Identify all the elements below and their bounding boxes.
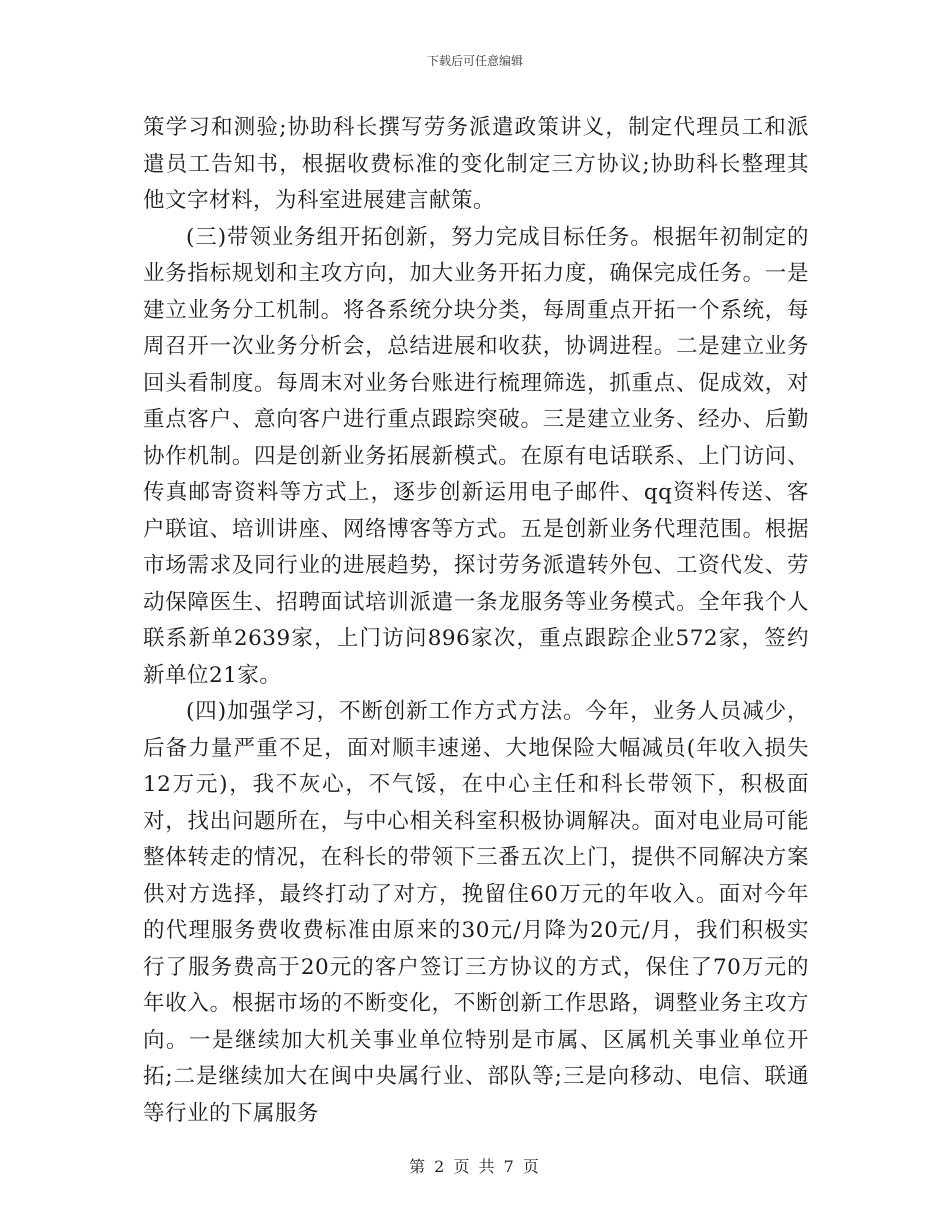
page-header: 下载后可任意编辑 bbox=[426, 54, 523, 68]
paragraph-section-4: (四)加强学习，不断创新工作方式方法。今年，业务人员减少，后备力量严重不足，面对顺丰速递、大地保险大幅减员(年收入损失12万元)，我不灰心，不气馁，在中心主任和科长带领下，积极面对，找出问题所在，与中心相关科室积极协调解决。面对电业局可能整体转走的情况，在科长的带领下三番五次上门，提供不同解决方案供对方选择，最终打动了对方，挽留住60万元的年收入。面对今年的代理服务费收费标准由原来的30元/月降为20元/月，我们积极实行了服务费高于20元的客户签订三方协议的方式，保住了70万元的年收入。根据市场的不断变化，不断创新工作思路，调整业务主攻方向。一是继续加大机关事业单位特别是市属、区属机关事业单位开拓;二是继续加大在闽中央属行业、部队等;三是向移动、电信、联通等行业的下属服务 bbox=[143, 699, 809, 1126]
paragraph-continuation: 策学习和测验;协助科长撰写劳务派遣政策讲义，制定代理员工和派遣员工告知书，根据收费标准的变化制定三方协议;协助科长整理其他文字材料，为科室进展建言献策。 bbox=[143, 115, 809, 213]
page-number: 第 2 页 共 7 页 bbox=[409, 1157, 541, 1176]
paragraph-section-3: (三)带领业务组开拓创新，努力完成目标任务。根据年初制定的业务指标规划和主攻方向，加大业务开拓力度，确保完成任务。一是建立业务分工机制。将各系统分块分类，每周重点开拓一个系统，每周召开一次业务分析会，总结进展和收获，协调进程。二是建立业务回头看制度。每周末对业务台账进行梳理筛选，抓重点、促成效，对重点客户、意向客户进行重点跟踪突破。三是建立业务、经办、后勤协作机制。四是创新业务拓展新模式。在原有电话联系、上门访问、传真邮寄资料等方式上，逐步创新运用电子邮件、qq资料传送、客户联谊、培训讲座、网络博客等方式。五是创新业务代理范围。根据市场需求及同行业的进展趋势，探讨劳务派遣转外包、工资代发、劳动保障医生、招聘面试培训派遣一条龙服务等业务模式。全年我个人联系新单2639家，上门访问896家次，重点跟踪企业572家，签约新单位21家。 bbox=[143, 224, 809, 688]
document-body bbox=[143, 110, 809, 1132]
